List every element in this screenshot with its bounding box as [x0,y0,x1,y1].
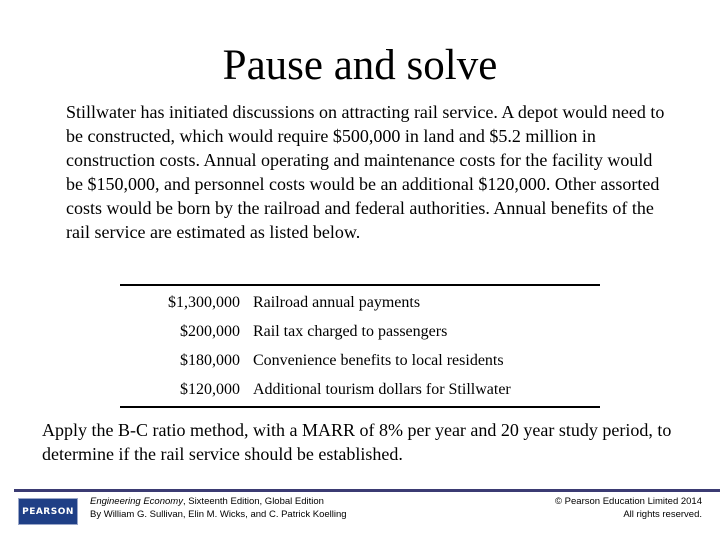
benefit-amount: $200,000 [180,323,240,340]
copyright-notice [555,495,702,521]
slide-title: Pause and solve [222,42,498,89]
benefits-table [120,284,600,408]
benefit-description: Railroad annual payments [253,294,421,311]
book-authors: By William G. Sullivan, Elin M. Wicks, and C. Patrick Koelling [90,509,347,520]
benefit-row [120,317,600,346]
question-text: Apply the B-C ratio method, with a MARR of 8% per year and 20 year study period, to determine if the rail service should be established. [42,420,672,464]
book-citation [90,495,347,521]
logo-text: PEARSON [22,506,74,517]
benefit-row [120,375,600,404]
rights-text: All rights reserved. [623,509,702,520]
benefit-amount: $120,000 [180,381,240,398]
benefit-description: Rail tax charged to passengers [253,323,448,340]
footer-divider [14,489,720,492]
benefit-row [120,346,600,375]
benefit-amount: $180,000 [180,352,240,369]
book-title: Engineering Economy [90,496,183,507]
problem-statement: Stillwater has initiated discussions on attracting rail service. A depot would need to be constructed, which would require $500,000 in land and $5.2 million in construction costs. Annual operating and maintenance costs for the facility would be $150,000, and personnel costs would be an additional $120,000. Other assorted costs would be born by the railroad and federal authorities. Annual benefits of the rail service are estimated as listed below. [66,102,665,242]
benefit-amount: $1,300,000 [168,294,240,311]
benefit-description: Additional tourism dollars for Stillwater [253,381,511,398]
book-edition: , Sixteenth Edition, Global Edition [182,496,324,507]
benefit-description: Convenience benefits to local residents [253,352,504,369]
copyright-text: © Pearson Education Limited 2014 [555,496,702,507]
pearson-logo [18,498,78,525]
benefit-row [120,288,600,317]
